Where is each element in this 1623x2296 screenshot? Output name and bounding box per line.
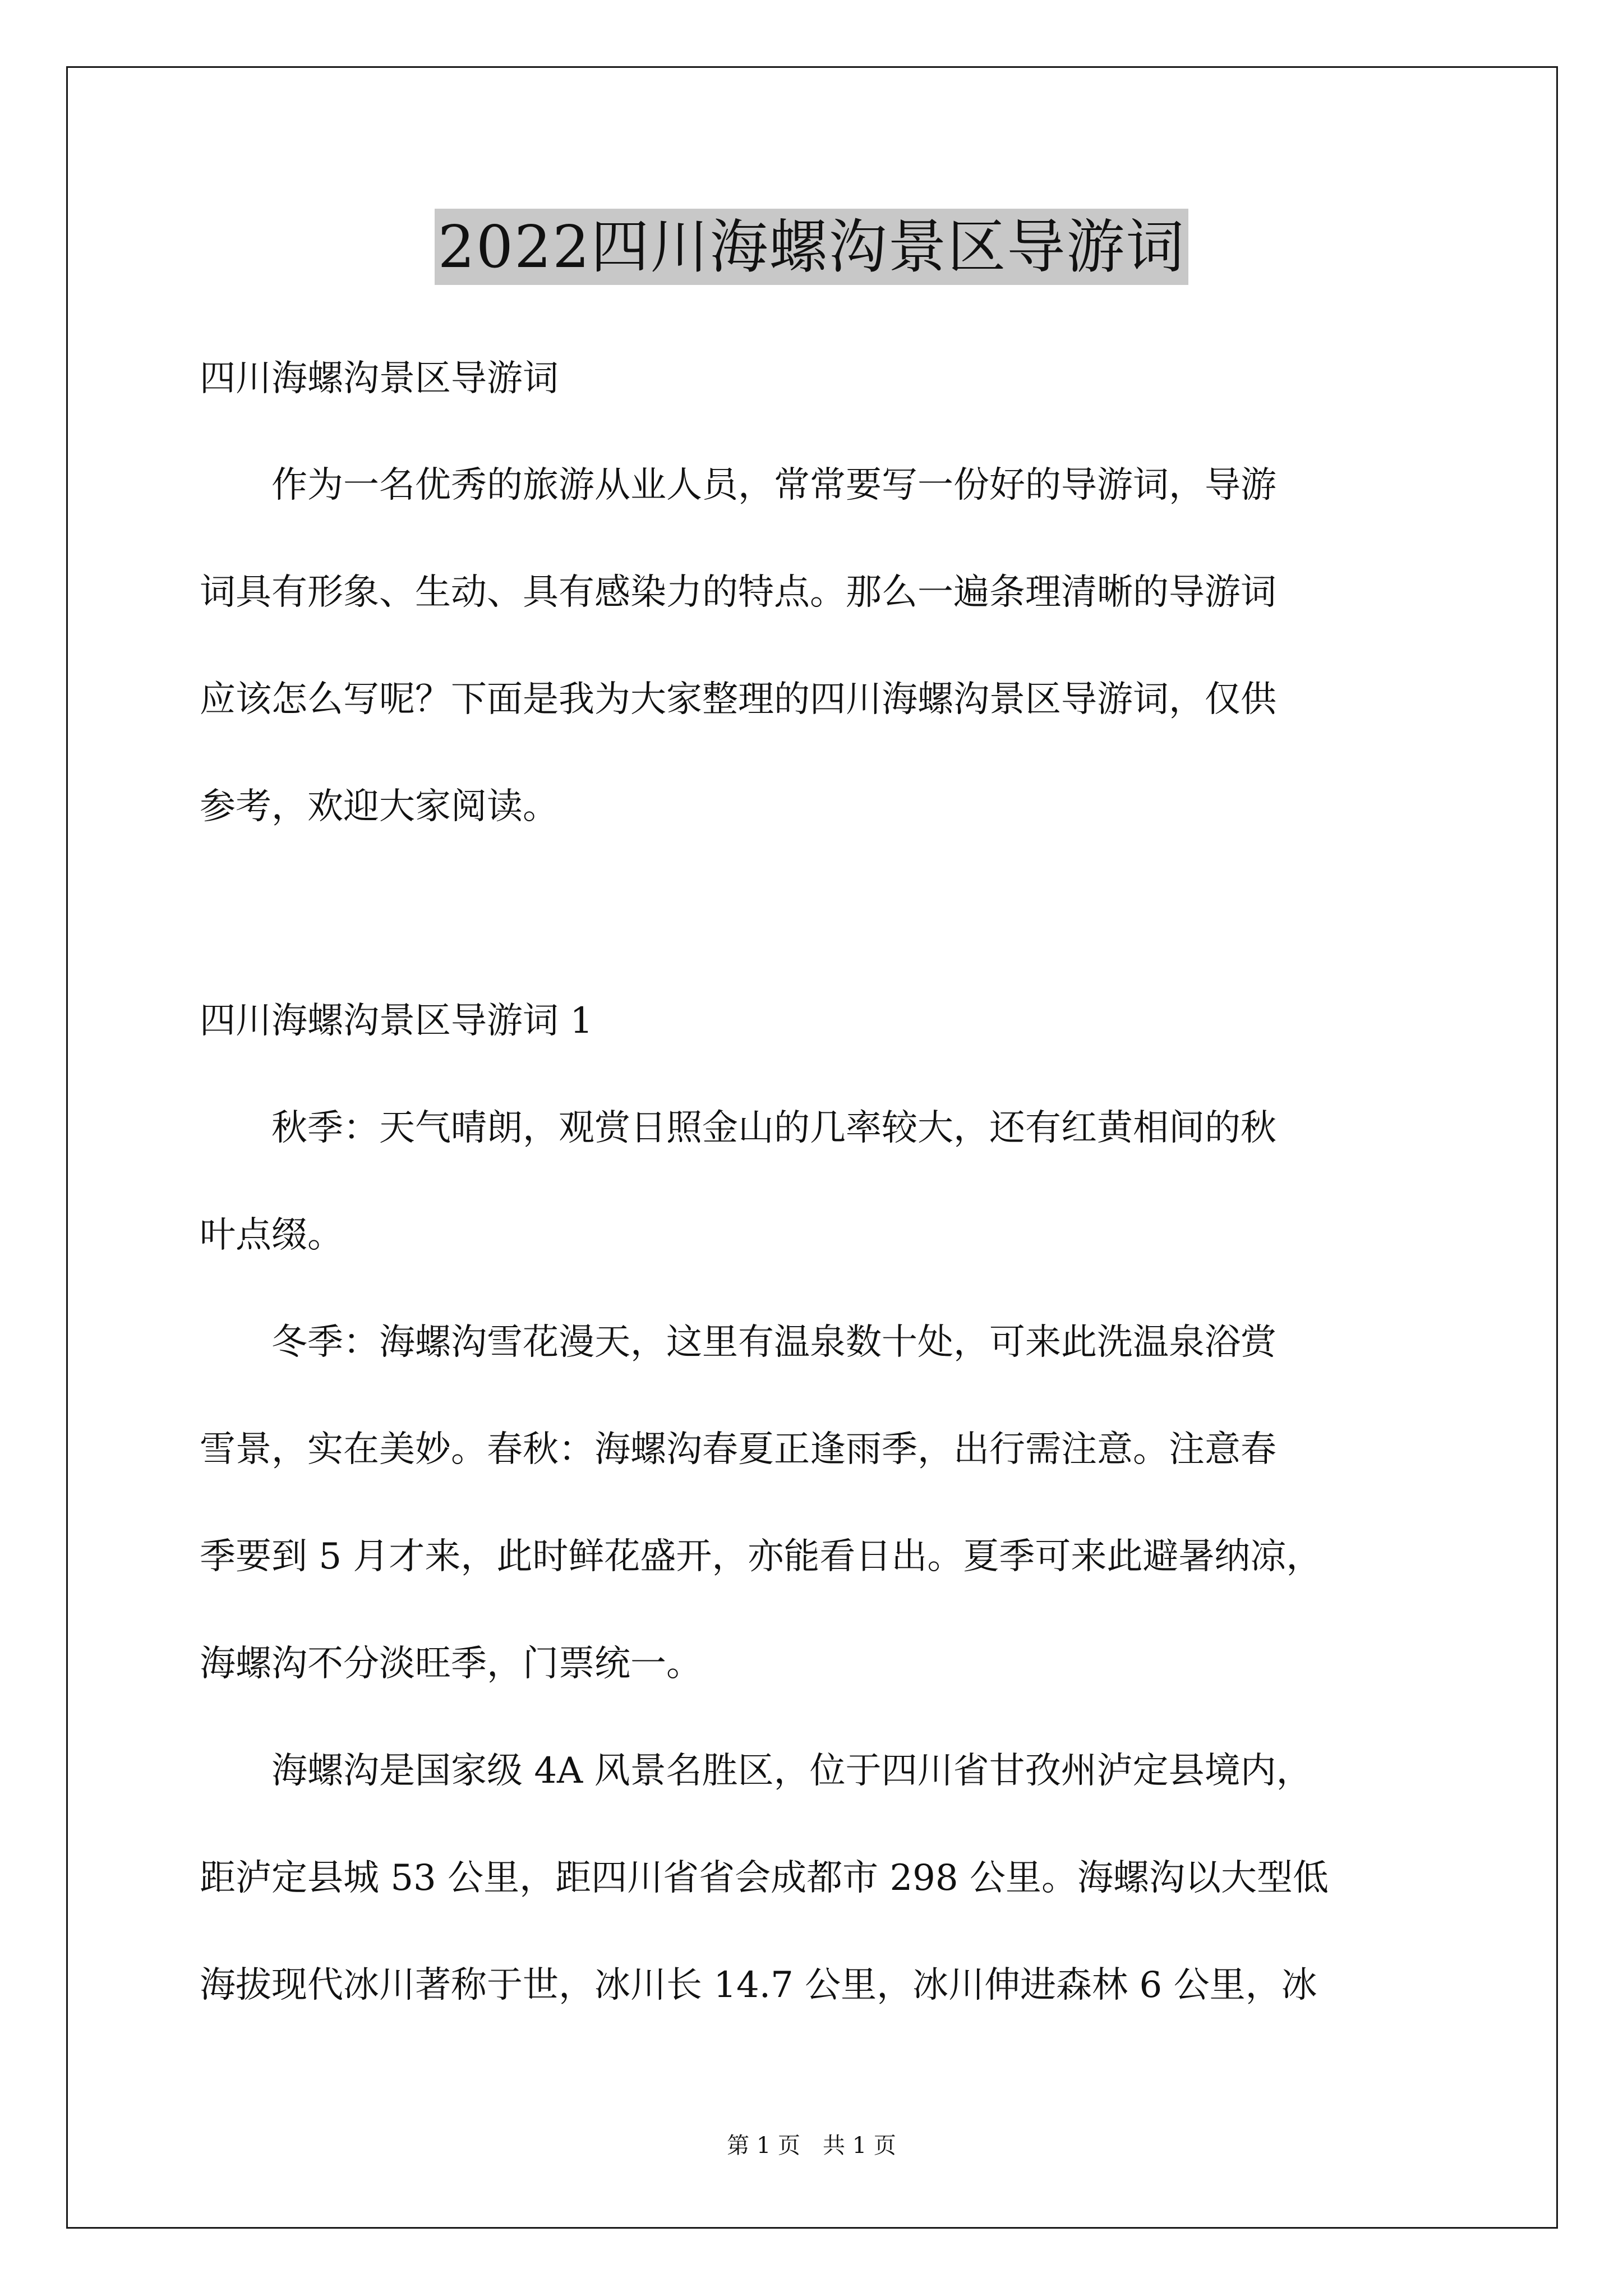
paragraph-line: 雪景，实在美妙。春秋：海螺沟春夏正逢雨季，出行需注意。注意春 (200, 1429, 1276, 1470)
document-title: 2022四川海螺沟景区导游词 (435, 209, 1189, 285)
paragraph-line: 季要到 5 月才来，此时鲜花盛开，亦能看日出。夏季可来此避暑纳凉， (200, 1536, 1322, 1577)
title-container (0, 209, 1623, 285)
section-heading: 四川海螺沟景区导游词 1 (200, 1000, 593, 1042)
paragraph-line: 应该怎么写呢？下面是我为大家整理的四川海螺沟景区导游词，仅供 (200, 679, 1276, 720)
page-footer: 第 1 页 共 1 页 (727, 2133, 896, 2159)
paragraph-line: 作为一名优秀的旅游从业人员，常常要写一份好的导游词，导游 (200, 464, 1276, 506)
paragraph-line: 秋季：天气晴朗，观赏日照金山的几率较大，还有红黄相间的秋 (200, 1107, 1276, 1149)
paragraph-line: 海螺沟不分淡旺季，门票统一。 (200, 1643, 702, 1685)
paragraph-line: 词具有形象、生动、具有感染力的特点。那么一遍条理清晰的导游词 (200, 572, 1276, 613)
paragraph-line: 冬季：海螺沟雪花漫天，这里有温泉数十处，可来此洗温泉浴赏 (200, 1322, 1276, 1363)
paragraph-line: 叶点缀。 (200, 1214, 343, 1256)
subtitle: 四川海螺沟景区导游词 (200, 358, 559, 399)
paragraph-line: 海拔现代冰川著称于世，冰川长 14.7 公里，冰川伸进森林 6 公里，冰 (200, 1964, 1317, 2006)
paragraph-line: 距泸定县城 53 公里，距四川省省会成都市 298 公里。海螺沟以大型低 (200, 1857, 1329, 1899)
paragraph-line: 海螺沟是国家级 4A 风景名胜区，位于四川省甘孜州泸定县境内， (200, 1750, 1312, 1792)
paragraph-line: 参考，欢迎大家阅读。 (200, 786, 559, 827)
